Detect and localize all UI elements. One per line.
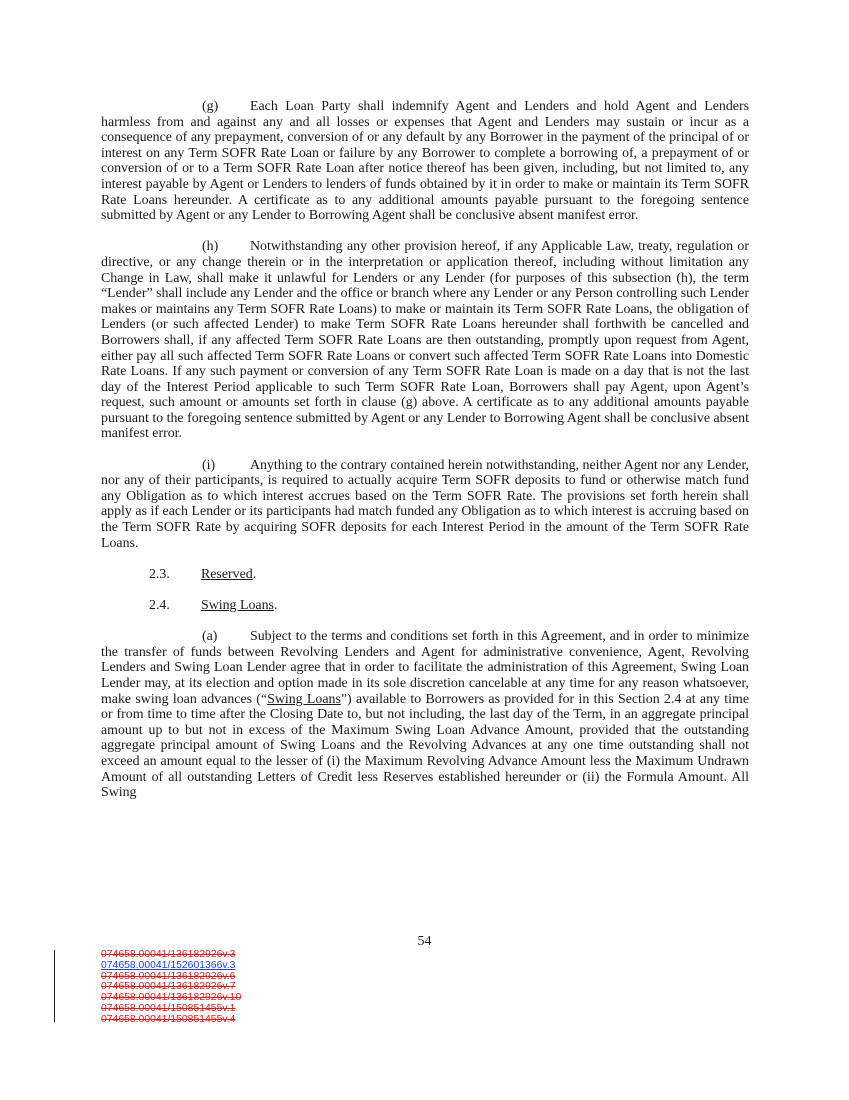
- paragraph-i: [101, 458, 749, 552]
- section-heading-2-3: [101, 567, 749, 583]
- defined-term: Swing Loans: [267, 691, 341, 707]
- footer-doc-ids: [101, 950, 241, 1026]
- footer-doc-id: 074658.00041/136182926v.6: [101, 970, 236, 982]
- footer-doc-id: 074658.00041/150851455v.1: [101, 1002, 236, 1014]
- page-number: 54: [417, 934, 432, 949]
- paragraph-label: (i): [202, 457, 216, 473]
- section-title: Reserved: [201, 566, 253, 582]
- section-title: Swing Loans: [201, 598, 274, 613]
- section-number: 2.3.: [149, 566, 170, 582]
- paragraph-a: [101, 629, 749, 801]
- section-number: 2.4.: [149, 598, 170, 613]
- document-body: [101, 99, 749, 816]
- footer-doc-id: 074658.00041/150851455v.4: [101, 1013, 236, 1025]
- section-heading-2-4: [101, 598, 749, 614]
- paragraph-text: Notwithstanding any other provision hereof, if any Applicable Law, treaty, regulation or directive, or any change therein or in the interpretation or application thereof, including without limitation any Change in Law, shall make it unlawful for Lenders or any Lender (for purposes of this subsection (h), the term “Lender” shall include any Lender and the office or branch where any Lender or any Person controlling such Lender makes or maintains any Term SOFR Rate Loans) to make or maintain its Term SOFR Rate Loans, the obligation of Lenders (or such affected Lender) to make Term SOFR Rate Loans hereunder shall forthwith be cancelled and Borrowers shall, if any affected Term SOFR Rate Loans are then outstanding, promptly upon request from Agent, either pay all such affected Term SOFR Rate Loans or convert such affected Term SOFR Rate Loans into Domestic Rate Loans. If any such payment or conversion of any Term SOFR Rate Loan is made on a day that is not the last day of the Interest Period applicable to such Term SOFR Rate Loan, Borrowers shall pay Agent, upon Agent’s request, such amount or amounts set forth in clause (g) above. A certificate as to any additional amounts payable pursuant to the foregoing sentence submitted by Agent or any Lender to Borrowing Agent shall be conclusive absent manifest error.: [101, 239, 749, 442]
- paragraph-text: Anything to the contrary contained herein notwithstanding, neither Agent nor any Lender, nor any of their participants, is required to actually acquire Term SOFR deposits to fund or otherwise match fund any Obligation as to which interest accrues based on the Term SOFR Rate. The provisions set forth herein shall apply as if each Lender or its participants had match funded any Obligation as to which interest is accruing based on the Term SOFR Rate by acquiring SOFR deposits for each Interest Period in the amount of the Term SOFR Rate Loans.: [101, 457, 749, 551]
- section-title-suffix: .: [252, 566, 257, 582]
- footer-doc-id: 074658.00041/136182926v.10: [101, 992, 242, 1004]
- paragraph-label: (h): [202, 239, 219, 255]
- paragraph-g: [101, 99, 749, 224]
- footer-doc-id: 074658.00041/152601366v.3: [101, 959, 236, 971]
- paragraph-text-end: ”) available to Borrowers as provided for in this Section 2.4 at any time or from time to time after the Closing Date to, but not including, the last day of the Term, in an aggregate principal amount up to but not in excess of the Maximum Swing Loan Advance Amount, provided that the outstanding aggregate principal amount of Swing Loans and the Revolving Advances at any one time outstanding shall not exceed an amount equal to the lesser of (i) the Maximum Revolving Advance Amount less the Maximum Undrawn Amount of all outstanding Letters of Credit less Reserves established hereunder or (ii) the Formula Amount. All Swing: [101, 691, 749, 801]
- paragraph-label: (a): [202, 629, 218, 645]
- footer-doc-id: 074658.00041/136182926v.3: [101, 949, 236, 960]
- change-bar: [54, 950, 55, 1022]
- section-title-suffix: .: [273, 598, 278, 613]
- paragraph-label: (g): [202, 99, 219, 114]
- paragraph-text: Each Loan Party shall indemnify Agent and Lenders and hold Agent and Lenders harmless from and against any and all losses or expenses that Agent and Lenders may sustain or incur as a consequence of any prepayment, conversion of or any default by any Borrower in the payment of the principal of or interest on any Term SOFR Rate Loan or failure by any Borrower to complete a borrowing of, a prepayment of or conversion of or to a Term SOFR Rate Loan after notice thereof has been given, including, but not limited to, any interest payable by Agent or Lenders to lenders of funds obtained by it in order to make or maintain its Term SOFR Rate Loans hereunder. A certificate as to any additional amounts payable pursuant to the foregoing sentence submitted by Agent or any Lender to Borrowing Agent shall be conclusive absent manifest error.: [101, 99, 749, 224]
- paragraph-text-start: Subject to the terms and conditions set forth in this Agreement, and in order to minimize the transfer of funds between Revolving Lenders and Agent for administrative convenience, Agent, Revolving Lenders and Swing Loan Lender agree that in order to facilitate the administration of this Agreement, Swing Loan Lender may, at its election and option made in its sole discretion cancelable at any time for any reason whatsoever, make swing loan advances (“: [101, 629, 749, 707]
- paragraph-h: [101, 239, 749, 442]
- footer-doc-id: 074658.00041/136182926v.7: [101, 981, 236, 993]
